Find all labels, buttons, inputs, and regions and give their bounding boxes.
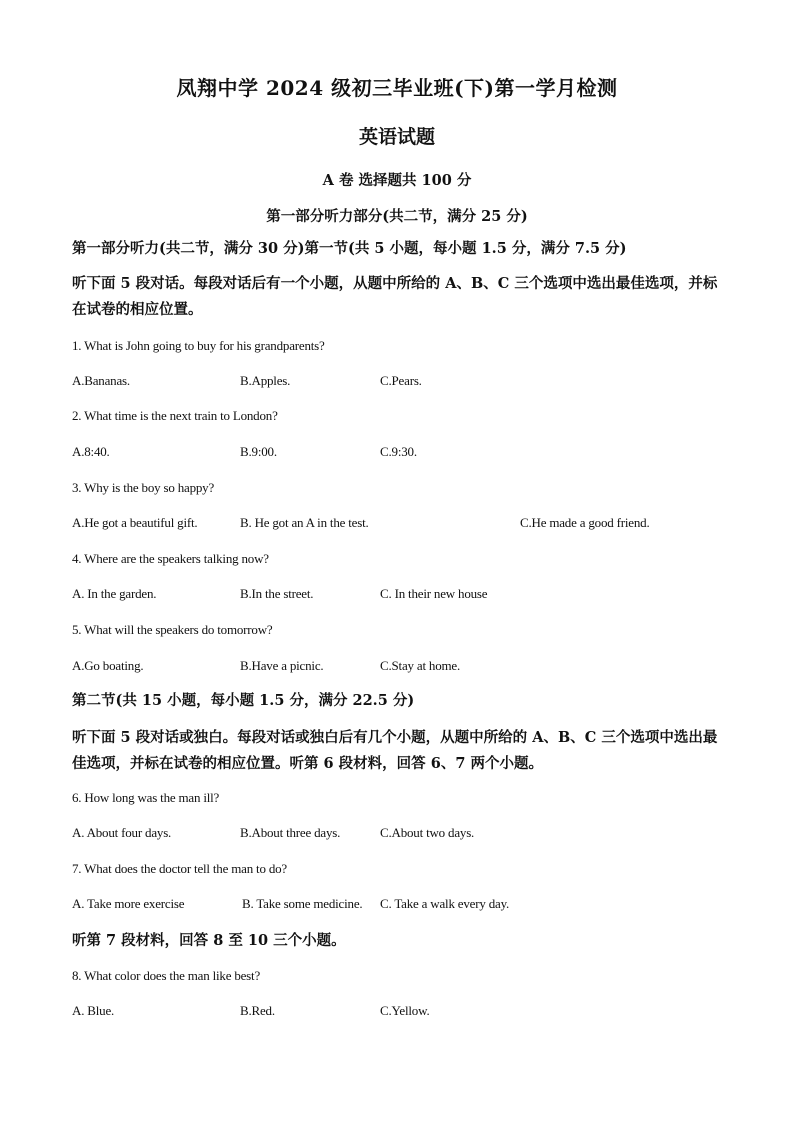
question-text: 4. Where are the speakers talking now?: [72, 551, 269, 566]
question-text: 3. Why is the boy so happy?: [72, 480, 215, 495]
option-c: C.Pears.: [380, 373, 422, 388]
paper-a-heading: A 卷 选择题共 100 分: [322, 172, 472, 189]
part1-heading: 第一部分听力部分(共二节，满分 25 分): [266, 208, 528, 225]
question-text: 8. What color does the man like best?: [72, 968, 261, 983]
option-b: B.About three days.: [240, 825, 341, 840]
option-a: A.He got a beautiful gift.: [72, 515, 198, 530]
question-text: 2. What time is the next train to London?: [72, 408, 278, 423]
option-c: C.Stay at home.: [380, 658, 461, 673]
instructions-1: 听下面 5 段对话。每段对话后有一个小题，从题中所给的 A、B、C 三个选项中选出最佳选项，并标在试卷的相应位置。: [72, 275, 718, 318]
option-b: B.9:00.: [240, 444, 277, 459]
option-a: A.Go boating.: [72, 658, 144, 673]
question-text: 1. What is John going to buy for his grandparents?: [72, 338, 325, 353]
question-text: 5. What will the speakers do tomorrow?: [72, 622, 273, 637]
option-c: C.About two days.: [380, 825, 475, 840]
exam-subtitle: 英语试题: [358, 126, 435, 148]
option-b: B. He got an A in the test.: [240, 515, 369, 530]
option-a: A. Take more exercise: [72, 896, 185, 911]
option-c: C.He made a good friend.: [520, 515, 650, 530]
option-a: A.8:40.: [72, 444, 110, 459]
instructions-2: 听下面 5 段对话或独白。每段对话或独白后有几个小题，从题中所给的 A、B、C 三个选项中选出最佳选项，并标在试卷的相应位置。听第 6 段材料，回答 6、7 两个小题。: [72, 729, 718, 772]
option-c: C. Take a walk every day.: [380, 896, 510, 911]
option-b: B.Apples.: [240, 373, 291, 388]
option-b: B.Red.: [240, 1003, 275, 1018]
option-a: A.Bananas.: [72, 373, 130, 388]
option-b: B.In the street.: [240, 586, 314, 601]
option-a: A. In the garden.: [72, 586, 157, 601]
material7-heading: 听第 7 段材料，回答 8 至 10 三个小题。: [72, 932, 346, 949]
question-text: 6. How long was the man ill?: [72, 790, 220, 805]
section2-heading: 第二节(共 15 小题，每小题 1.5 分，满分 22.5 分): [72, 692, 415, 709]
option-b: B. Take some medicine.: [242, 896, 363, 911]
exam-title: 凤翔中学 2024 级初三毕业班(下)第一学月检测: [176, 76, 618, 100]
question-text: 7. What does the doctor tell the man to do?: [72, 861, 287, 876]
option-b: B.Have a picnic.: [240, 658, 324, 673]
option-a: A. Blue.: [72, 1003, 115, 1018]
option-c: C. In their new house: [380, 586, 488, 601]
part1-section1-heading: 第一部分听力(共二节，满分 30 分)第一节(共 5 小题，每小题 1.5 分，满分 7.5 分): [72, 240, 627, 257]
option-c: C.9:30.: [380, 444, 417, 459]
option-a: A. About four days.: [72, 825, 172, 840]
option-c: C.Yellow.: [380, 1003, 430, 1018]
